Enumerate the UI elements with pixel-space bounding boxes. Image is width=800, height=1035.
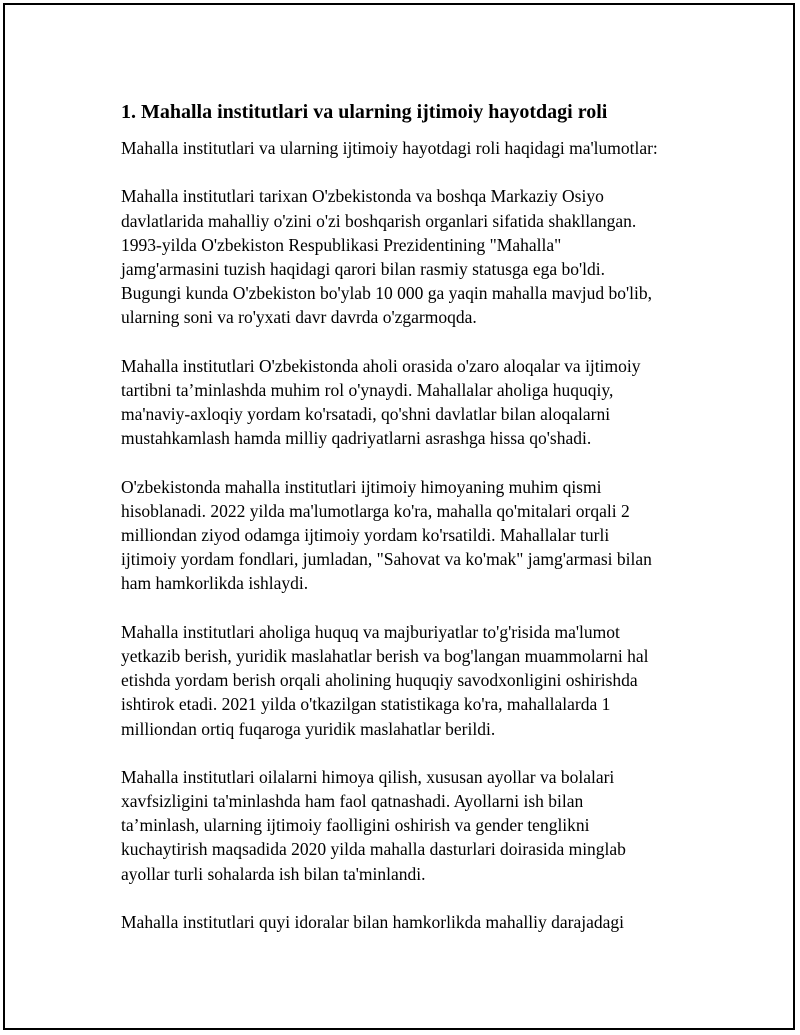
text-line: milliondan ortiq fuqaroga yuridik maslahatlar berildi. xyxy=(121,718,496,739)
text-line: davlatlarida mahalliy o'zini o'zi boshqarish organlari sifatida shakllangan. xyxy=(121,210,637,231)
paragraph-social-protection xyxy=(121,475,701,596)
text-line: Mahalla institutlari oilalarni himoya qilish, xususan ayollar va bolalari xyxy=(121,766,615,787)
text-line: Mahalla institutlari tarixan O'zbekistonda va boshqa Markaziy Osiyo xyxy=(121,186,604,207)
paragraph-intro xyxy=(121,136,701,160)
text-line: hisoblanadi. 2022 yilda ma'lumotlarga ko'ra, mahalla qo'mitalari orqali 2 xyxy=(121,500,630,521)
text-line: Mahalla institutlari aholiga huquq va majburiyatlar to'g'risida ma'lumot xyxy=(121,621,620,642)
text-line: milliondan ziyod odamga ijtimoiy yordam ko'rsatildi. Mahallalar turli xyxy=(121,525,610,545)
text-line: ta’minlash, ularning ijtimoiy faolligini oshirish va gender tenglikni xyxy=(121,815,590,836)
text-line: etishda yordam berish orqali aholining huquqiy savodxonligini oshirishda xyxy=(121,670,638,691)
paragraph-social-role xyxy=(121,354,701,451)
text-line: O'zbekistonda mahalla institutlari ijtimoiy himoyaning muhim qismi xyxy=(121,476,602,497)
text-line: ishtirok etadi. 2021 yilda o'tkazilgan statistikaga ko'ra, mahallalarda 1 xyxy=(121,694,611,715)
text-line: Mahalla institutlari quyi idoralar bilan hamkorlikda mahalliy darajadagi xyxy=(121,912,624,932)
text-line: xavfsizligini ta'minlashda ham faol qatnashadi. Ayollarni ish bilan xyxy=(121,791,584,812)
text-line: ayollar turli sohalarda ish bilan ta'minlandi. xyxy=(121,863,426,884)
text-line: ma'naviy-axloqiy yordam ko'rsatadi, qo'shni davlatlar bilan aloqalarni xyxy=(121,404,611,425)
text-line: Mahalla institutlari O'zbekistonda aholi orasida o'zaro aloqalar va ijtimoiy xyxy=(121,355,641,376)
text-line: ham hamkorlikda ishlaydi. xyxy=(121,573,309,594)
text-line: kuchaytirish maqsadida 2020 yilda mahalla dasturlari doirasida minglab xyxy=(121,839,626,860)
paragraph-family-protection xyxy=(121,765,701,886)
document-body xyxy=(121,100,701,934)
paragraph-cooperation xyxy=(121,910,701,934)
text-line: 1993-yilda O'zbekiston Respublikasi Prezidentining "Mahalla" xyxy=(121,234,562,255)
text-line: ijtimoiy yordam fondlari, jumladan, "Sahovat va ko'mak" jamg'armasi bilan xyxy=(121,549,652,570)
text-line: Bugungi kunda O'zbekiston bo'ylab 10 000 ga yaqin mahalla mavjud bo'lib, xyxy=(121,283,652,304)
text-line: jamg'armasini tuzish haqidagi qarori bilan rasmiy statusga ega bo'ldi. xyxy=(121,258,606,279)
text-line: tartibni ta’minlashda muhim rol o'ynaydi. Mahallalar aholiga huquqiy, xyxy=(121,379,614,400)
paragraph-history xyxy=(121,184,701,329)
text-line: mustahkamlash hamda milliy qadriyatlarni asrashga hissa qo'shadi. xyxy=(121,428,592,449)
text-line: ularning soni va ro'yxati davr davrda o'zgarmoqda. xyxy=(121,307,477,328)
section-heading: 1. Mahalla institutlari va ularning ijtimoiy hayotdagi roli xyxy=(121,101,608,123)
paragraph-legal-literacy xyxy=(121,620,701,741)
document-page xyxy=(3,3,795,1030)
text-line: yetkazib berish, yuridik maslahatlar berish va bog'langan muammolarni hal xyxy=(121,645,649,666)
text-line: Mahalla institutlari va ularning ijtimoiy hayotdagi roli haqidagi ma'lumotlar: xyxy=(121,138,658,158)
